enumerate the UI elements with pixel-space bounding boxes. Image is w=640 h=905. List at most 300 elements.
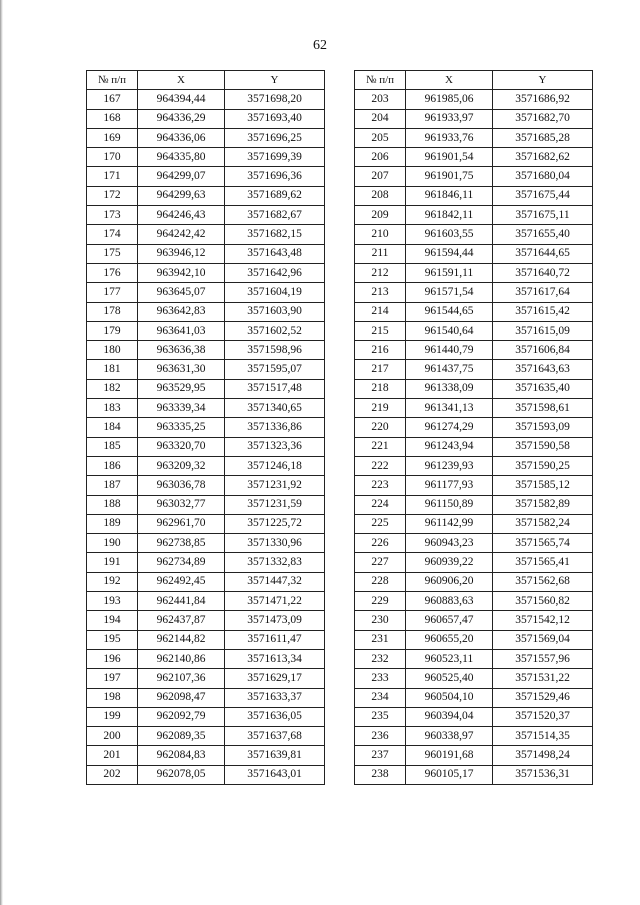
point-number-cell: 201 <box>87 746 138 765</box>
point-number-cell: 172 <box>87 186 138 205</box>
point-number-cell: 186 <box>87 456 138 475</box>
y-coordinate-cell: 3571615,09 <box>493 321 593 340</box>
y-coordinate-cell: 3571593,09 <box>493 418 593 437</box>
table-row <box>87 418 325 437</box>
point-number-cell: 221 <box>355 437 406 456</box>
table-row <box>87 534 325 553</box>
point-number-cell: 173 <box>87 206 138 225</box>
point-number-cell: 217 <box>355 360 406 379</box>
table-row <box>355 225 593 244</box>
x-coordinate-cell: 964394,44 <box>138 90 225 109</box>
header-y: Y <box>225 71 325 90</box>
y-coordinate-cell: 3571542,12 <box>493 611 593 630</box>
table-row <box>355 476 593 495</box>
y-coordinate-cell: 3571585,12 <box>493 476 593 495</box>
x-coordinate-cell: 964246,43 <box>138 206 225 225</box>
x-coordinate-cell: 963946,12 <box>138 244 225 263</box>
point-number-cell: 195 <box>87 630 138 649</box>
y-coordinate-cell: 3571615,42 <box>493 302 593 321</box>
x-coordinate-cell: 960943,23 <box>406 534 493 553</box>
x-coordinate-cell: 961341,13 <box>406 399 493 418</box>
x-coordinate-cell: 961901,75 <box>406 167 493 186</box>
table-row <box>355 244 593 263</box>
point-number-cell: 182 <box>87 379 138 398</box>
x-coordinate-cell: 961933,97 <box>406 109 493 128</box>
point-number-cell: 208 <box>355 186 406 205</box>
table-row <box>355 630 593 649</box>
table-row <box>87 707 325 726</box>
x-coordinate-cell: 964336,29 <box>138 109 225 128</box>
table-row <box>87 553 325 572</box>
y-coordinate-cell: 3571699,39 <box>225 148 325 167</box>
y-coordinate-cell: 3571323,36 <box>225 437 325 456</box>
x-coordinate-cell: 960394,04 <box>406 707 493 726</box>
point-number-cell: 223 <box>355 476 406 495</box>
y-coordinate-cell: 3571640,72 <box>493 263 593 282</box>
x-coordinate-cell: 963320,70 <box>138 437 225 456</box>
x-coordinate-cell: 960525,40 <box>406 669 493 688</box>
point-number-cell: 180 <box>87 341 138 360</box>
table-row <box>87 399 325 418</box>
table-row <box>355 611 593 630</box>
x-coordinate-cell: 963642,83 <box>138 302 225 321</box>
table-row <box>87 495 325 514</box>
table-row <box>355 128 593 147</box>
table-row <box>355 399 593 418</box>
point-number-cell: 204 <box>355 109 406 128</box>
table-row <box>87 476 325 495</box>
header-x: X <box>406 71 493 90</box>
table-row <box>355 707 593 726</box>
y-coordinate-cell: 3571698,20 <box>225 90 325 109</box>
point-number-cell: 176 <box>87 263 138 282</box>
y-coordinate-cell: 3571682,15 <box>225 225 325 244</box>
point-number-cell: 191 <box>87 553 138 572</box>
y-coordinate-cell: 3571595,07 <box>225 360 325 379</box>
table-row <box>355 283 593 302</box>
point-number-cell: 230 <box>355 611 406 630</box>
y-coordinate-cell: 3571613,34 <box>225 649 325 668</box>
table-row <box>355 360 593 379</box>
coordinates-table-left <box>86 70 325 785</box>
table-row <box>355 592 593 611</box>
x-coordinate-cell: 961239,93 <box>406 456 493 475</box>
x-coordinate-cell: 963032,77 <box>138 495 225 514</box>
table-row <box>87 688 325 707</box>
y-coordinate-cell: 3571569,04 <box>493 630 593 649</box>
x-coordinate-cell: 964299,63 <box>138 186 225 205</box>
x-coordinate-cell: 964335,80 <box>138 148 225 167</box>
y-coordinate-cell: 3571517,48 <box>225 379 325 398</box>
point-number-cell: 200 <box>87 727 138 746</box>
x-coordinate-cell: 961901,54 <box>406 148 493 167</box>
x-coordinate-cell: 960939,22 <box>406 553 493 572</box>
x-coordinate-cell: 961540,64 <box>406 321 493 340</box>
point-number-cell: 225 <box>355 514 406 533</box>
x-coordinate-cell: 960657,47 <box>406 611 493 630</box>
y-coordinate-cell: 3571633,37 <box>225 688 325 707</box>
point-number-cell: 171 <box>87 167 138 186</box>
table-row <box>87 746 325 765</box>
x-coordinate-cell: 961243,94 <box>406 437 493 456</box>
y-coordinate-cell: 3571332,83 <box>225 553 325 572</box>
point-number-cell: 194 <box>87 611 138 630</box>
x-coordinate-cell: 961544,65 <box>406 302 493 321</box>
point-number-cell: 216 <box>355 341 406 360</box>
x-coordinate-cell: 961142,99 <box>406 514 493 533</box>
table-header-row <box>87 71 325 90</box>
x-coordinate-cell: 963209,32 <box>138 456 225 475</box>
table-body-left <box>87 90 325 785</box>
x-coordinate-cell: 964299,07 <box>138 167 225 186</box>
x-coordinate-cell: 960338,97 <box>406 727 493 746</box>
table-row <box>355 90 593 109</box>
y-coordinate-cell: 3571447,32 <box>225 572 325 591</box>
point-number-cell: 226 <box>355 534 406 553</box>
table-row <box>355 572 593 591</box>
x-coordinate-cell: 961571,54 <box>406 283 493 302</box>
x-coordinate-cell: 963036,78 <box>138 476 225 495</box>
y-coordinate-cell: 3571636,05 <box>225 707 325 726</box>
point-number-cell: 232 <box>355 649 406 668</box>
table-body-right <box>355 90 593 785</box>
table-row <box>87 514 325 533</box>
x-coordinate-cell: 961594,44 <box>406 244 493 263</box>
x-coordinate-cell: 961177,93 <box>406 476 493 495</box>
table-row <box>355 495 593 514</box>
y-coordinate-cell: 3571693,40 <box>225 109 325 128</box>
y-coordinate-cell: 3571536,31 <box>493 765 593 784</box>
point-number-cell: 229 <box>355 592 406 611</box>
y-coordinate-cell: 3571560,82 <box>493 592 593 611</box>
y-coordinate-cell: 3571682,70 <box>493 109 593 128</box>
point-number-cell: 187 <box>87 476 138 495</box>
table-row <box>355 302 593 321</box>
x-coordinate-cell: 960523,11 <box>406 649 493 668</box>
y-coordinate-cell: 3571529,46 <box>493 688 593 707</box>
x-coordinate-cell: 962144,82 <box>138 630 225 649</box>
y-coordinate-cell: 3571643,01 <box>225 765 325 784</box>
point-number-cell: 215 <box>355 321 406 340</box>
point-number-cell: 206 <box>355 148 406 167</box>
table-row <box>355 321 593 340</box>
y-coordinate-cell: 3571604,19 <box>225 283 325 302</box>
x-coordinate-cell: 961150,89 <box>406 495 493 514</box>
point-number-cell: 218 <box>355 379 406 398</box>
table-row <box>355 514 593 533</box>
x-coordinate-cell: 961440,79 <box>406 341 493 360</box>
x-coordinate-cell: 961338,09 <box>406 379 493 398</box>
x-coordinate-cell: 962738,85 <box>138 534 225 553</box>
table-row <box>355 148 593 167</box>
y-coordinate-cell: 3571611,47 <box>225 630 325 649</box>
y-coordinate-cell: 3571635,40 <box>493 379 593 398</box>
x-coordinate-cell: 963645,07 <box>138 283 225 302</box>
point-number-cell: 222 <box>355 456 406 475</box>
x-coordinate-cell: 962107,36 <box>138 669 225 688</box>
header-point-number: № п/п <box>355 71 406 90</box>
y-coordinate-cell: 3571643,63 <box>493 360 593 379</box>
point-number-cell: 196 <box>87 649 138 668</box>
y-coordinate-cell: 3571642,96 <box>225 263 325 282</box>
y-coordinate-cell: 3571675,11 <box>493 206 593 225</box>
table-row <box>355 456 593 475</box>
y-coordinate-cell: 3571696,36 <box>225 167 325 186</box>
table-row <box>87 128 325 147</box>
y-coordinate-cell: 3571644,65 <box>493 244 593 263</box>
x-coordinate-cell: 963641,03 <box>138 321 225 340</box>
point-number-cell: 202 <box>87 765 138 784</box>
table-row <box>87 186 325 205</box>
y-coordinate-cell: 3571696,25 <box>225 128 325 147</box>
y-coordinate-cell: 3571682,67 <box>225 206 325 225</box>
table-row <box>87 167 325 186</box>
point-number-cell: 199 <box>87 707 138 726</box>
x-coordinate-cell: 963942,10 <box>138 263 225 282</box>
point-number-cell: 227 <box>355 553 406 572</box>
table-row <box>355 206 593 225</box>
x-coordinate-cell: 962734,89 <box>138 553 225 572</box>
x-coordinate-cell: 962961,70 <box>138 514 225 533</box>
table-row <box>87 109 325 128</box>
page-number: 62 <box>313 38 327 53</box>
point-number-cell: 209 <box>355 206 406 225</box>
point-number-cell: 181 <box>87 360 138 379</box>
table-row <box>87 263 325 282</box>
y-coordinate-cell: 3571686,92 <box>493 90 593 109</box>
point-number-cell: 167 <box>87 90 138 109</box>
point-number-cell: 190 <box>87 534 138 553</box>
table-row <box>355 418 593 437</box>
x-coordinate-cell: 962441,84 <box>138 592 225 611</box>
point-number-cell: 192 <box>87 572 138 591</box>
y-coordinate-cell: 3571603,90 <box>225 302 325 321</box>
x-coordinate-cell: 960191,68 <box>406 746 493 765</box>
y-coordinate-cell: 3571682,62 <box>493 148 593 167</box>
y-coordinate-cell: 3571336,86 <box>225 418 325 437</box>
point-number-cell: 212 <box>355 263 406 282</box>
point-number-cell: 170 <box>87 148 138 167</box>
coordinates-table-right <box>354 70 593 785</box>
table-header-row <box>355 71 593 90</box>
point-number-cell: 189 <box>87 514 138 533</box>
point-number-cell: 228 <box>355 572 406 591</box>
point-number-cell: 220 <box>355 418 406 437</box>
table-row <box>87 206 325 225</box>
y-coordinate-cell: 3571582,89 <box>493 495 593 514</box>
page-edge-shadow <box>0 0 3 905</box>
point-number-cell: 169 <box>87 128 138 147</box>
y-coordinate-cell: 3571231,92 <box>225 476 325 495</box>
table-row <box>87 321 325 340</box>
point-number-cell: 198 <box>87 688 138 707</box>
table-row <box>87 302 325 321</box>
point-number-cell: 188 <box>87 495 138 514</box>
x-coordinate-cell: 961603,55 <box>406 225 493 244</box>
y-coordinate-cell: 3571689,62 <box>225 186 325 205</box>
table-row <box>87 572 325 591</box>
x-coordinate-cell: 961842,11 <box>406 206 493 225</box>
y-coordinate-cell: 3571565,74 <box>493 534 593 553</box>
table-row <box>87 437 325 456</box>
y-coordinate-cell: 3571590,25 <box>493 456 593 475</box>
table-row <box>87 727 325 746</box>
y-coordinate-cell: 3571498,24 <box>493 746 593 765</box>
x-coordinate-cell: 961437,75 <box>406 360 493 379</box>
table-row <box>355 437 593 456</box>
y-coordinate-cell: 3571520,37 <box>493 707 593 726</box>
table-row <box>355 109 593 128</box>
y-coordinate-cell: 3571685,28 <box>493 128 593 147</box>
x-coordinate-cell: 961274,29 <box>406 418 493 437</box>
y-coordinate-cell: 3571680,04 <box>493 167 593 186</box>
y-coordinate-cell: 3571675,44 <box>493 186 593 205</box>
y-coordinate-cell: 3571639,81 <box>225 746 325 765</box>
point-number-cell: 214 <box>355 302 406 321</box>
point-number-cell: 211 <box>355 244 406 263</box>
y-coordinate-cell: 3571225,72 <box>225 514 325 533</box>
y-coordinate-cell: 3571340,65 <box>225 399 325 418</box>
table-row <box>87 148 325 167</box>
x-coordinate-cell: 964242,42 <box>138 225 225 244</box>
y-coordinate-cell: 3571617,64 <box>493 283 593 302</box>
x-coordinate-cell: 960655,20 <box>406 630 493 649</box>
x-coordinate-cell: 962092,79 <box>138 707 225 726</box>
table-row <box>355 186 593 205</box>
header-y: Y <box>493 71 593 90</box>
y-coordinate-cell: 3571598,96 <box>225 341 325 360</box>
y-coordinate-cell: 3571602,52 <box>225 321 325 340</box>
point-number-cell: 183 <box>87 399 138 418</box>
table-row <box>355 727 593 746</box>
x-coordinate-cell: 960105,17 <box>406 765 493 784</box>
point-number-cell: 168 <box>87 109 138 128</box>
point-number-cell: 224 <box>355 495 406 514</box>
x-coordinate-cell: 963335,25 <box>138 418 225 437</box>
point-number-cell: 238 <box>355 765 406 784</box>
point-number-cell: 236 <box>355 727 406 746</box>
table-row <box>87 90 325 109</box>
x-coordinate-cell: 962492,45 <box>138 572 225 591</box>
y-coordinate-cell: 3571643,48 <box>225 244 325 263</box>
point-number-cell: 233 <box>355 669 406 688</box>
table-row <box>355 534 593 553</box>
x-coordinate-cell: 962089,35 <box>138 727 225 746</box>
y-coordinate-cell: 3571637,68 <box>225 727 325 746</box>
point-number-cell: 193 <box>87 592 138 611</box>
point-number-cell: 175 <box>87 244 138 263</box>
y-coordinate-cell: 3571562,68 <box>493 572 593 591</box>
point-number-cell: 178 <box>87 302 138 321</box>
y-coordinate-cell: 3571471,22 <box>225 592 325 611</box>
y-coordinate-cell: 3571231,59 <box>225 495 325 514</box>
point-number-cell: 197 <box>87 669 138 688</box>
table-row <box>355 649 593 668</box>
header-point-number: № п/п <box>87 71 138 90</box>
y-coordinate-cell: 3571582,24 <box>493 514 593 533</box>
y-coordinate-cell: 3571655,40 <box>493 225 593 244</box>
x-coordinate-cell: 960906,20 <box>406 572 493 591</box>
point-number-cell: 235 <box>355 707 406 726</box>
x-coordinate-cell: 960504,10 <box>406 688 493 707</box>
point-number-cell: 185 <box>87 437 138 456</box>
x-coordinate-cell: 962098,47 <box>138 688 225 707</box>
table-row <box>87 283 325 302</box>
table-row <box>87 360 325 379</box>
table-row <box>87 341 325 360</box>
y-coordinate-cell: 3571590,58 <box>493 437 593 456</box>
table-row <box>355 746 593 765</box>
x-coordinate-cell: 962084,83 <box>138 746 225 765</box>
x-coordinate-cell: 960883,63 <box>406 592 493 611</box>
x-coordinate-cell: 962140,86 <box>138 649 225 668</box>
point-number-cell: 234 <box>355 688 406 707</box>
point-number-cell: 219 <box>355 399 406 418</box>
table-row <box>355 765 593 784</box>
point-number-cell: 205 <box>355 128 406 147</box>
table-row <box>87 611 325 630</box>
y-coordinate-cell: 3571514,35 <box>493 727 593 746</box>
point-number-cell: 207 <box>355 167 406 186</box>
y-coordinate-cell: 3571246,18 <box>225 456 325 475</box>
table-row <box>87 649 325 668</box>
point-number-cell: 179 <box>87 321 138 340</box>
table-row <box>87 244 325 263</box>
x-coordinate-cell: 961846,11 <box>406 186 493 205</box>
point-number-cell: 184 <box>87 418 138 437</box>
table-row <box>87 225 325 244</box>
y-coordinate-cell: 3571557,96 <box>493 649 593 668</box>
y-coordinate-cell: 3571629,17 <box>225 669 325 688</box>
x-coordinate-cell: 963636,38 <box>138 341 225 360</box>
y-coordinate-cell: 3571606,84 <box>493 341 593 360</box>
table-row <box>87 630 325 649</box>
y-coordinate-cell: 3571531,22 <box>493 669 593 688</box>
table-row <box>87 379 325 398</box>
point-number-cell: 210 <box>355 225 406 244</box>
x-coordinate-cell: 962078,05 <box>138 765 225 784</box>
point-number-cell: 213 <box>355 283 406 302</box>
table-row <box>355 553 593 572</box>
table-row <box>355 167 593 186</box>
x-coordinate-cell: 964336,06 <box>138 128 225 147</box>
table-row <box>355 379 593 398</box>
table-row <box>355 341 593 360</box>
table-row <box>87 669 325 688</box>
x-coordinate-cell: 961591,11 <box>406 263 493 282</box>
table-row <box>87 592 325 611</box>
y-coordinate-cell: 3571473,09 <box>225 611 325 630</box>
x-coordinate-cell: 963339,34 <box>138 399 225 418</box>
x-coordinate-cell: 961985,06 <box>406 90 493 109</box>
x-coordinate-cell: 962437,87 <box>138 611 225 630</box>
table-row <box>355 688 593 707</box>
y-coordinate-cell: 3571565,41 <box>493 553 593 572</box>
point-number-cell: 174 <box>87 225 138 244</box>
x-coordinate-cell: 963529,95 <box>138 379 225 398</box>
point-number-cell: 203 <box>355 90 406 109</box>
header-x: X <box>138 71 225 90</box>
table-row <box>355 669 593 688</box>
table-row <box>355 263 593 282</box>
table-row <box>87 456 325 475</box>
point-number-cell: 177 <box>87 283 138 302</box>
x-coordinate-cell: 961933,76 <box>406 128 493 147</box>
y-coordinate-cell: 3571330,96 <box>225 534 325 553</box>
point-number-cell: 231 <box>355 630 406 649</box>
point-number-cell: 237 <box>355 746 406 765</box>
x-coordinate-cell: 963631,30 <box>138 360 225 379</box>
